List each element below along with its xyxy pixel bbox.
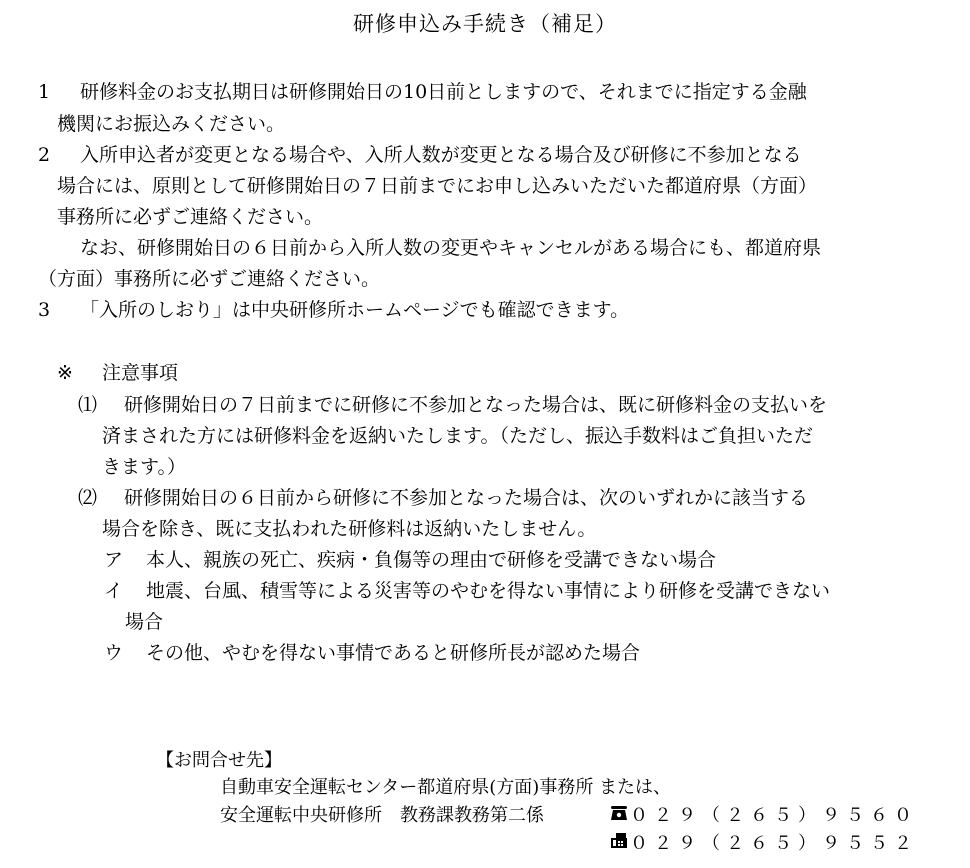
caution-number: ⑵ bbox=[78, 487, 98, 509]
item-text-line: 「入所のしおり」は中央研修所ホームページでも確認できます。 bbox=[80, 299, 630, 321]
telephone-row bbox=[610, 804, 918, 828]
item-number: 3 bbox=[38, 299, 51, 321]
item-number: 2 bbox=[38, 144, 51, 166]
page-title: 研修申込み手続き（補足） bbox=[353, 12, 617, 36]
item-text-line: 機関にお振込みください。 bbox=[57, 113, 286, 135]
caution-text-line: きます。） bbox=[102, 456, 186, 478]
sub-item-label: ウ bbox=[104, 642, 124, 664]
item-text-line: 場合には、原則として研修開始日の７日前までにお申し込みいただいた都道府県（方面） bbox=[57, 175, 818, 197]
item-text-line: 研修料金のお支払期日は研修開始日の10日前としますので、それまでに指定する金融 bbox=[80, 81, 807, 103]
caution-text-line: 研修開始日の６日前から研修に不参加となった場合は、次のいずれかに該当する bbox=[124, 487, 809, 509]
sub-item-text: 本人、親族の死亡、疾病・負傷等の理由で研修を受講できない場合 bbox=[146, 549, 717, 571]
item-number: 1 bbox=[38, 81, 51, 103]
sub-item-label: ア bbox=[104, 549, 124, 571]
sub-item-text: 地震、台風、積雪等による災害等のやむを得ない事情により研修を受講できない bbox=[146, 580, 831, 602]
caution-text-line: 研修開始日の７日前までに研修に不参加となった場合は、既に研修料金の支払いを bbox=[124, 394, 828, 416]
caution-mark: ※ bbox=[57, 362, 73, 384]
note-text-line: （方面）事務所に必ずご連絡ください。 bbox=[38, 268, 381, 290]
sub-item-label: イ bbox=[104, 580, 124, 602]
telephone-icon bbox=[610, 804, 630, 828]
item-text-line: 事務所に必ずご連絡ください。 bbox=[57, 206, 324, 228]
fax-icon bbox=[610, 832, 630, 856]
sub-item-text: その他、やむを得ない事情であると研修所長が認めた場合 bbox=[146, 642, 641, 664]
caution-text-line: 済まされた方には研修料金を返納いたします。（ただし、振込手数料はご負担いただ bbox=[102, 425, 813, 447]
caution-text-line: 場合を除き、既に支払われた研修料は返納いたしません。 bbox=[102, 518, 597, 540]
caution-heading: 注意事項 bbox=[102, 362, 179, 384]
note-text-line: なお、研修開始日の６日前から入所人数の変更やキャンセルがある場合にも、都道府県 bbox=[80, 237, 822, 259]
fax-row bbox=[610, 832, 918, 856]
sub-item-text: 場合 bbox=[125, 611, 164, 633]
fax-number: ０２９（２６５）９５５２ bbox=[630, 833, 918, 854]
contact-line: 安全運転中央研修所 教務課教務第二係 bbox=[220, 805, 544, 826]
telephone-number: ０２９（２６５）９５６０ bbox=[630, 805, 918, 826]
contact-line: 自動車安全運転センター都道府県(方面)事務所 または、 bbox=[220, 777, 672, 798]
caution-number: ⑴ bbox=[78, 394, 98, 416]
item-text-line: 入所申込者が変更となる場合や、入所人数が変更となる場合及び研修に不参加となる bbox=[80, 144, 802, 166]
contact-heading: 【お問合せ先】 bbox=[156, 750, 282, 771]
